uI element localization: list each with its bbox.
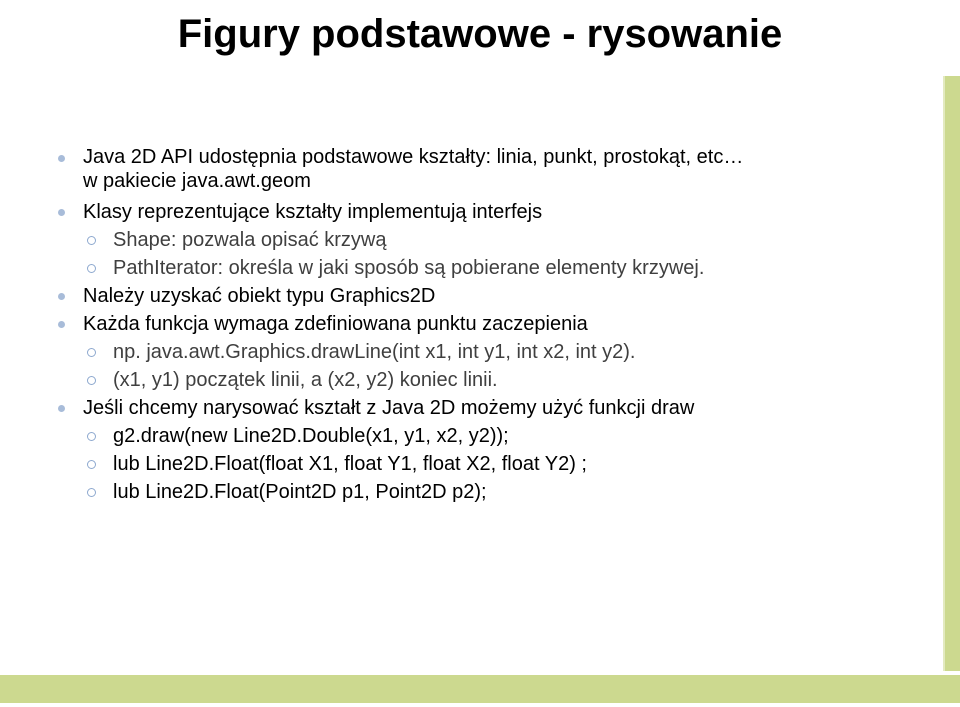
decorative-right-border: [943, 76, 960, 671]
bullet-item: [0, 198, 930, 226]
sub-bullet-text: Shape: pozwala opisać krzywą: [113, 229, 387, 251]
sub-bullet-item: [0, 450, 930, 478]
bullet-dot-icon: [58, 321, 65, 328]
bullet-text-continuation: w pakiecie java.awt.geom: [83, 170, 311, 192]
sub-bullet-circle-icon: [87, 264, 96, 273]
sub-bullet-item: [0, 422, 930, 450]
sub-bullet-text: lub Line2D.Float(float X1, float Y1, float X2, float Y2) ;: [113, 453, 587, 475]
sub-bullet-item: [0, 366, 930, 394]
sub-bullet-item: [0, 478, 930, 506]
bullet-item: [0, 310, 930, 338]
bullet-list: [0, 144, 930, 506]
bullet-text: Java 2D API udostępnia podstawowe kształty: linia, punkt, prostokąt, etc…: [83, 146, 744, 168]
bullet-item: [0, 144, 930, 170]
bullet-text: Każda funkcja wymaga zdefiniowana punktu zaczepienia: [83, 313, 588, 335]
sub-bullet-text: lub Line2D.Float(Point2D p1, Point2D p2);: [113, 481, 487, 503]
bullet-text: Klasy reprezentujące kształty implementują interfejs: [83, 201, 543, 223]
sub-bullet-item: [0, 254, 930, 282]
bullet-dot-icon: [58, 209, 65, 216]
decorative-bottom-border: [0, 671, 960, 707]
decorative-bottom-bar: [0, 675, 960, 703]
bullet-item: [0, 282, 930, 310]
bullet-dot-icon: [58, 405, 65, 412]
sub-bullet-circle-icon: [87, 348, 96, 357]
sub-bullet-text: (x1, y1) początek linii, a (x2, y2) koniec linii.: [113, 369, 498, 391]
bullet-dot-icon: [58, 293, 65, 300]
sub-bullet-item: [0, 226, 930, 254]
bullet-continuation: [0, 170, 930, 192]
sub-bullet-circle-icon: [87, 460, 96, 469]
bullet-text: Należy uzyskać obiekt typu Graphics2D: [83, 285, 436, 307]
bullet-item: [0, 394, 930, 422]
bullet-dot-icon: [58, 155, 65, 162]
sub-bullet-item: [0, 338, 930, 366]
sub-bullet-circle-icon: [87, 376, 96, 385]
sub-bullet-circle-icon: [87, 488, 96, 497]
sub-bullet-text: np. java.awt.Graphics.drawLine(int x1, int y1, int x2, int y2).: [113, 341, 636, 363]
sub-bullet-text: g2.draw(new Line2D.Double(x1, y1, x2, y2));: [113, 425, 509, 447]
bullet-text: Jeśli chcemy narysować kształt z Java 2D możemy użyć funkcji draw: [83, 397, 695, 419]
sub-bullet-circle-icon: [87, 236, 96, 245]
slide-title: Figury podstawowe - rysowanie: [177, 12, 783, 56]
sub-bullet-circle-icon: [87, 432, 96, 441]
sub-bullet-text: PathIterator: określa w jaki sposób są pobierane elementy krzywej.: [113, 257, 705, 279]
